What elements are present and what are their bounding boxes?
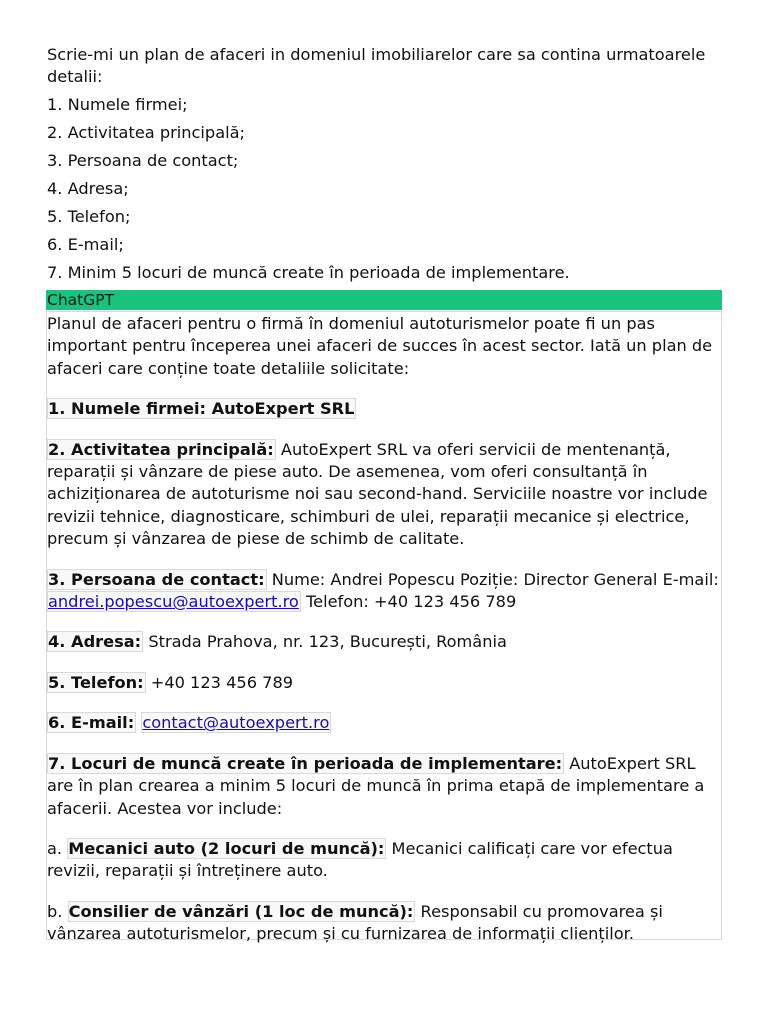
prompt-item-5: 5. Telefon; [47, 206, 131, 226]
job-b-label: Consilier de vânzări (1 loc de muncă): [68, 901, 414, 921]
job-item-sales [47, 901, 723, 946]
job-a-label: Mecanici auto (2 locuri de muncă): [68, 838, 385, 858]
contact-phone-text: Telefon: +40 123 456 789 [300, 592, 517, 612]
jobs-label: 7. Locuri de muncă create în perioada de implementare: [48, 753, 563, 773]
section-address [47, 631, 723, 653]
section-jobs [47, 753, 723, 820]
section-phone [47, 672, 723, 694]
section-email [47, 712, 723, 734]
job-item-mechanics [47, 838, 723, 883]
jobs-text: AutoExpert SRL are în plan crearea a minim 5 locuri de muncă în prima etapă de implementare a afacerii. Acestea vor include: [47, 753, 705, 818]
contact-person-text: Nume: Andrei Popescu Poziție: Director General E-mail: [266, 569, 719, 589]
company-email-link[interactable]: contact@autoexpert.ro [142, 713, 330, 733]
phone-label: 5. Telefon: [48, 672, 144, 692]
prompt-item-1: 1. Numele firmei; [47, 94, 188, 114]
address-text: Strada Prahova, nr. 123, București, România [143, 632, 507, 652]
chatgpt-header-bar: ChatGPT [46, 290, 722, 310]
user-prompt [47, 44, 707, 290]
prompt-item-4: 4. Adresa; [47, 178, 129, 198]
prompt-item-6: 6. E-mail; [47, 234, 124, 254]
main-activity-label: 2. Activitatea principală: [48, 439, 274, 459]
job-a-prefix: a. [47, 838, 68, 858]
answer-intro: Planul de afaceri pentru o firmă în domeniul autoturismelor poate fi un pas important pentru începerea unei afaceri de succes în acest sector. Iată un plan de afaceri care conține toate detaliile solicitate: [47, 314, 713, 378]
chatgpt-answer [46, 311, 722, 944]
job-a-text: Mecanici calificați care vor efectua revizii, reparații și întreținere auto. [47, 838, 673, 881]
job-b-prefix: b. [47, 901, 68, 921]
prompt-item-3: 3. Persoana de contact; [47, 150, 239, 170]
section-company-name [47, 398, 723, 420]
prompt-item-2: 2. Activitatea principală; [47, 122, 245, 142]
prompt-item-7: 7. Minim 5 locuri de muncă create în perioada de implementare. [47, 262, 570, 282]
contact-email-link[interactable]: andrei.popescu@autoexpert.ro [48, 592, 299, 612]
address-label: 4. Adresa: [48, 632, 142, 652]
phone-text: +40 123 456 789 [145, 672, 294, 692]
section-main-activity [47, 439, 723, 551]
email-label: 6. E-mail: [48, 713, 135, 733]
contact-person-label: 3. Persoana de contact: [48, 569, 265, 589]
main-activity-text: AutoExpert SRL va oferi servicii de mentenanță, reparații și vânzare de piese auto. De asemenea, vom oferi consultanță în achiziționarea de autoturisme noi sau second-hand. Serviciile noastre vor include revizii tehnice, diagnosticare, schimburi de ulei, reparații mecanice și electrice, precum și vânzarea de piese de schimb de calitate. [47, 439, 708, 549]
section-contact-person [47, 569, 723, 614]
prompt-intro: Scrie-mi un plan de afaceri in domeniul imobiliarelor care sa contina urmatoarele detalii: [47, 45, 706, 87]
company-name-label: 1. Numele firmei: AutoExpert SRL [48, 399, 355, 419]
job-b-text: Responsabil cu promovarea și vânzarea autoturismelor, precum și cu furnizarea de informații clienților. [47, 901, 663, 944]
